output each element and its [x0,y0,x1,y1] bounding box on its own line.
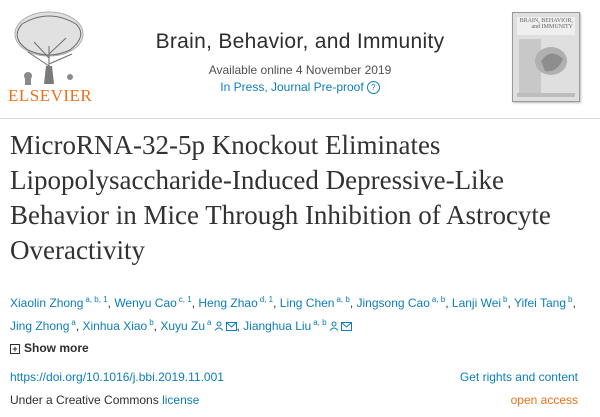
author-separator: , [107,296,115,310]
question-circle-icon[interactable]: ? [367,81,380,94]
header-divider [0,118,600,119]
author-affiliation-sup[interactable]: b [503,295,508,304]
author-separator: , [75,319,83,333]
journal-cover-thumbnail[interactable] [512,12,580,102]
author-name[interactable]: Yifei Tang [513,296,566,310]
license-prefix: Under a Creative Commons [10,393,159,407]
author-affiliation-sup[interactable]: a [207,318,212,327]
show-more-button[interactable] [10,341,89,355]
author-name[interactable]: Jing Zhong [10,319,70,333]
author-link[interactable] [452,296,508,310]
author-affiliation-sup[interactable]: b [149,318,154,327]
pre-proof-status[interactable] [100,80,500,94]
author-separator: , [153,319,161,333]
author-link[interactable] [357,296,446,310]
pre-proof-label[interactable]: In Press, Journal Pre-proof [220,80,364,94]
author-link[interactable] [114,296,191,310]
mail-icon[interactable] [341,317,352,337]
author-affiliation-sup[interactable]: a [71,318,76,327]
cover-journal-name: BRAIN, BEHAVIOR, and IMMUNITY [519,18,573,30]
author-name[interactable]: Jianghua Liu [243,319,312,333]
author-name[interactable]: Xinhua Xiao [82,319,148,333]
author-link[interactable] [513,295,576,310]
author-separator: , [572,296,576,310]
author-separator: , [191,296,199,310]
show-more-label[interactable]: Show more [24,341,89,355]
publisher-logo-text[interactable]: ELSEVIER [8,86,93,105]
author-affiliation-sup[interactable]: a, b [431,295,446,304]
get-rights-link[interactable]: Get rights and content [459,370,578,384]
open-access-badge: open access [510,393,578,407]
article-header [0,0,600,118]
license-link[interactable]: license [162,393,200,407]
author-name[interactable]: Jingsong Cao [356,296,430,310]
author-link[interactable] [198,296,273,310]
journal-title[interactable]: Brain, Behavior, and Immunity [155,30,445,53]
author-separator: , [236,319,244,333]
author-name[interactable]: Ling Chen [279,296,335,310]
article-title: MicroRNA-32-5p Knockout Eliminates Lipopolysaccharide-Induced Depressive-Like Behavior in Mice Through Inhibition of Astrocyte Overactivity [10,130,551,265]
author-affiliation-sup[interactable]: d, 1 [259,295,274,304]
mail-icon[interactable] [226,317,237,337]
available-online-date: Available online 4 November 2019 [208,63,392,77]
author-separator: , [273,296,280,310]
author-name[interactable]: Xuyu Zu [160,319,206,333]
author-affiliation-sup[interactable]: c, 1 [178,295,192,304]
author-affiliation-sup[interactable]: a, b [313,318,327,327]
person-icon[interactable] [214,317,224,337]
license-line [10,393,199,407]
author-link[interactable] [10,319,76,333]
author-name[interactable]: Lanji Wei [451,296,502,310]
author-separator: , [507,296,514,310]
author-link[interactable] [280,296,350,310]
author-link[interactable] [243,319,351,333]
author-separator: , [349,296,357,310]
author-name[interactable]: Heng Zhao [198,296,258,310]
author-link[interactable] [10,296,108,310]
plus-box-icon[interactable]: + [10,344,20,354]
author-affiliation-sup[interactable]: b [568,295,573,304]
author-affiliation-sup[interactable]: a, b [336,295,350,304]
author-name[interactable]: Xiaolin Zhong [10,296,84,310]
author-list [10,290,585,337]
author-name[interactable]: Wenyu Cao [114,296,177,310]
author-link[interactable] [83,319,154,333]
person-icon[interactable] [329,317,339,337]
doi-link[interactable]: https://doi.org/10.1016/j.bbi.2019.11.001 [10,370,224,384]
author-separator: , [445,296,452,310]
author-link[interactable] [160,319,236,333]
author-affiliation-sup[interactable]: a, b, 1 [85,295,108,304]
